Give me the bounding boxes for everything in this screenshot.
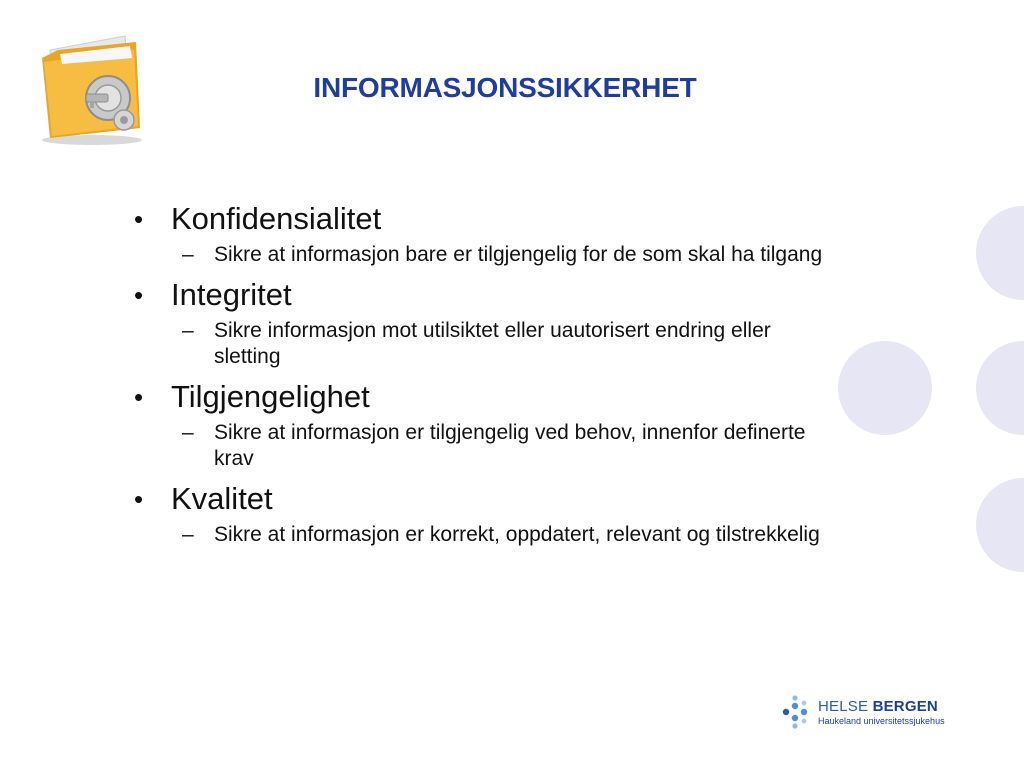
sub-bullet-item: – Sikre at informasjon bare er tilgjengelig for de som skal ha tilgang	[130, 242, 824, 268]
logo-name-bold: BERGEN	[872, 698, 938, 715]
logo-name	[818, 698, 938, 715]
bullet-item: • Integritet	[130, 276, 830, 314]
sub-bullet-item: – Sikre informasjon mot utilsiktet eller uautorisert endring eller sletting	[130, 318, 824, 370]
bullet-item: • Kvalitet	[130, 480, 830, 518]
folder-key-icon	[30, 28, 150, 146]
sub-bullet-item: – Sikre at informasjon er korrekt, oppdatert, relevant og tilstrekkelig	[130, 522, 824, 548]
sub-bullet-item: – Sikre at informasjon er tilgjengelig ved behov, innenfor definerte krav	[130, 420, 824, 472]
dots-logo-icon	[780, 694, 816, 730]
decor-circle	[976, 341, 1024, 435]
helse-bergen-logo	[780, 694, 970, 734]
bullet-item: • Tilgjengelighet	[130, 378, 830, 416]
bullet-list	[130, 200, 830, 556]
logo-subtitle: Haukeland universitetssjukehus	[818, 716, 945, 726]
decor-circle	[838, 341, 932, 435]
decor-circle	[976, 478, 1024, 572]
slide-title: INFORMASJONSSIKKERHET	[313, 72, 697, 103]
logo-name-light: HELSE	[818, 698, 873, 715]
decor-circle	[976, 206, 1024, 300]
bullet-item: • Konfidensialitet	[130, 200, 830, 238]
